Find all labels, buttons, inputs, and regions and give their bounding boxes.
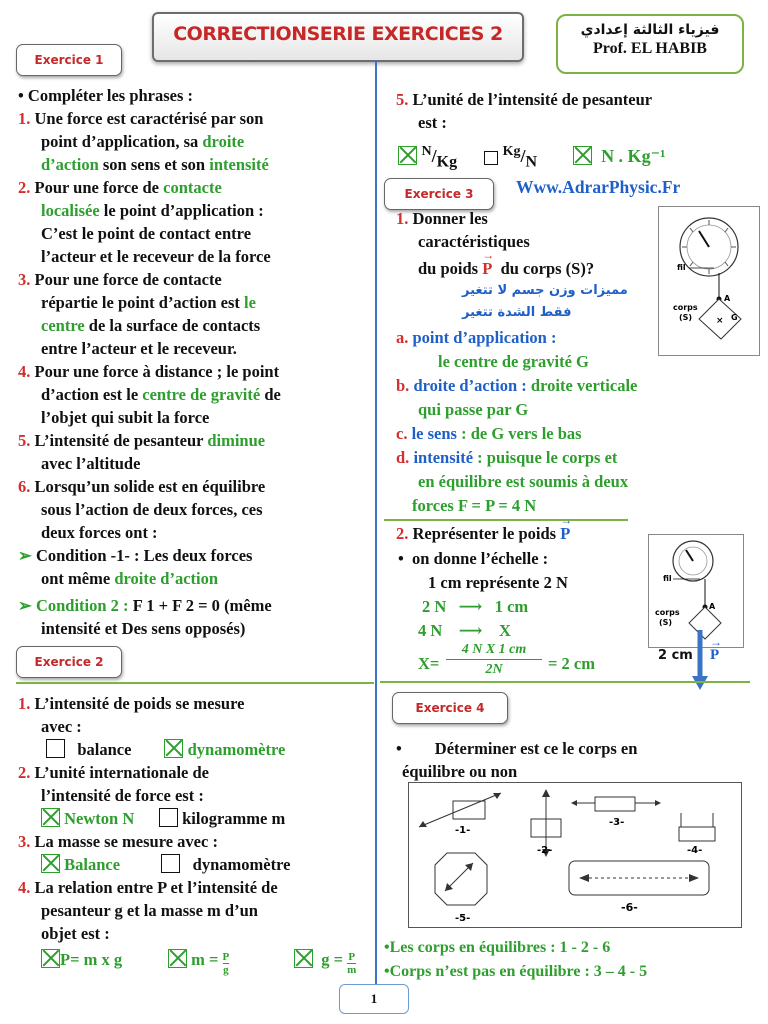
fig-label-g: G xyxy=(731,313,738,322)
text: La relation entre P et l’intensité de xyxy=(34,878,278,897)
ex1-q6-line3: deux forces ont : xyxy=(41,523,158,542)
label: droite d’action : xyxy=(413,376,527,395)
vector-p: → P xyxy=(560,522,570,545)
text: point d’application, sa xyxy=(41,132,199,151)
checkbox-dynamometre-masse[interactable] xyxy=(161,854,180,873)
body-label-3: -3- xyxy=(609,817,625,828)
checkbox-kilogramme[interactable] xyxy=(159,808,178,827)
ex4-answer-equilibrium: •Les corps en équilibres : 1 - 2 - 6 xyxy=(384,939,611,956)
page-title: CORRECTIONSERIE EXERCICES 2 xyxy=(173,23,503,45)
fraction-num: P xyxy=(348,951,356,963)
option-label: balance xyxy=(77,740,132,759)
option-label: dynamomètre xyxy=(192,855,291,874)
ex3-a-line2: le centre de gravité G xyxy=(438,352,589,371)
answer: Condition 2 : xyxy=(35,596,129,615)
fig-label-corps: corps xyxy=(673,303,698,312)
ex4-instruction-1: • Déterminer est ce le corps en xyxy=(396,739,638,758)
exercice-4-badge: Exercice 4 xyxy=(392,692,508,724)
text: Les corps en équilibres : 1 - 2 - 6 xyxy=(389,939,611,956)
fig-label-a: A xyxy=(724,294,731,303)
website-url[interactable]: Www.AdrarPhysic.Fr xyxy=(516,177,681,197)
ex3-q1-line2: caractéristiques xyxy=(418,232,530,251)
fraction-num: P xyxy=(222,951,230,963)
text: son sens et son xyxy=(102,155,206,174)
q5-options: $^N/_{Kg}$ $^{Kg}/_N$ N . Kg⁻¹ xyxy=(398,140,665,174)
svg-text:×: × xyxy=(716,316,724,326)
text: Une force est caractérisé par son xyxy=(34,109,264,128)
ex1-q3-line1: 3. Pour une force de contacte xyxy=(18,270,222,289)
ex3-x-fraction xyxy=(446,640,542,679)
ex1-q1-line3 xyxy=(41,153,269,176)
ex1-q4-line3: l’objet qui subit la force xyxy=(41,408,210,427)
checkbox-n-per-kg[interactable] xyxy=(398,146,417,165)
text: L’unité internationale de xyxy=(34,763,209,782)
ex1-q2-line3: C’est le point de contact entre xyxy=(41,224,252,243)
checkbox-formula-m[interactable] xyxy=(168,949,187,968)
unit-num: Kg xyxy=(502,144,521,159)
body-label-2: -2- xyxy=(537,845,553,856)
fraction-num: 4 N X 1 cm xyxy=(446,640,542,660)
ex3-d-line2: en équilibre est soumis à deux xyxy=(418,472,629,491)
text: du corps (S)? xyxy=(500,259,595,278)
bodies-figure xyxy=(408,782,742,928)
ex1-instruction: • Compléter les phrases : xyxy=(18,86,194,105)
ex2-q3-line1: 3. La masse se mesure avec : xyxy=(18,832,218,851)
text: (même xyxy=(224,596,272,615)
ex3-ratio-1: 2 N ⟶ 1 cm xyxy=(422,597,529,616)
fig-label-fil: fil xyxy=(677,263,686,272)
label: point d’application : xyxy=(412,328,557,347)
ex3-x-label: X= xyxy=(418,654,440,673)
formula-p: P= m x g xyxy=(60,950,123,969)
ex1-q1-line2 xyxy=(41,130,244,153)
body-label-5: -5- xyxy=(455,913,471,924)
answer: contacte xyxy=(163,178,222,197)
body-label-1: -1- xyxy=(455,825,471,836)
vector-equation: F 1 + F 2 = 0 xyxy=(132,596,220,615)
section-rule xyxy=(16,682,374,684)
ex3-scale-value: 1 cm représente 2 N xyxy=(428,573,568,592)
text: répartie le point d’action est xyxy=(41,293,240,312)
ex2-q4-line2: pesanteur g et la masse m d’un xyxy=(41,901,258,920)
ex2-q4-line1: 4. La relation entre P et l’intensité de xyxy=(18,878,278,897)
text: Pour une force de xyxy=(34,178,159,197)
ex3-d-line1: d. intensité : puisque le corps et xyxy=(396,448,618,467)
text: d’action est le xyxy=(41,385,139,404)
option-label: Balance xyxy=(64,855,121,874)
checkbox-formula-p[interactable] xyxy=(41,949,60,968)
arabic-note-2: فقط الشدة تتغير xyxy=(462,305,572,320)
text: Corps n’est pas en équilibre : 3 – 4 - 5 xyxy=(389,963,648,980)
text: le point d’application : xyxy=(103,201,264,220)
ex1-q6-line2: sous l’action de deux forces, ces xyxy=(41,500,263,519)
text: Pour une force à distance ; le point xyxy=(34,362,280,381)
ex3-b-line2: qui passe par G xyxy=(418,400,529,419)
ex4-instruction-2: équilibre ou non xyxy=(402,762,518,781)
ex3-q1-line1: 1. Donner les xyxy=(396,209,488,228)
ex3-q2-line: 2. Représenter le poids → P xyxy=(396,522,570,545)
text: X xyxy=(498,621,511,640)
text: on donne l’échelle : xyxy=(412,549,549,568)
formula-g-label: g = xyxy=(321,950,344,969)
text: Condition -1- : Les deux forces xyxy=(35,546,253,565)
ex2-q1-line2: avec : xyxy=(41,717,82,736)
text: ont même xyxy=(41,569,111,588)
option-label: dynamomètre xyxy=(187,740,286,759)
section-rule xyxy=(380,681,750,683)
ex3-c-line: c. le sens : de G vers le bas xyxy=(396,424,582,443)
ex1-cond2-line1: ➢ Condition 2 : F 1 + F 2 = 0 (même xyxy=(18,596,272,615)
ex2-q4-line3: objet est : xyxy=(41,924,110,943)
text: Pour une force de contacte xyxy=(34,270,222,289)
ex3-q1-line3 xyxy=(418,257,594,280)
checkbox-balance[interactable] xyxy=(46,739,65,758)
text: de la surface de contacts xyxy=(88,316,261,335)
text: 1 cm xyxy=(494,597,529,616)
column-divider xyxy=(375,60,377,988)
text: L’intensité de pesanteur xyxy=(34,431,204,450)
subject-arabic: فيزياء الثالثة إعدادي xyxy=(580,22,720,38)
checkbox-kg-per-n[interactable] xyxy=(484,151,498,165)
exercice-3-badge: Exercice 3 xyxy=(384,178,494,210)
unit-den: N xyxy=(525,153,538,171)
body-label-4: -4- xyxy=(687,845,703,856)
ex1-q2-line1: 2. Pour une force de contacte xyxy=(18,178,222,197)
ex1-cond1-line1: ➢ Condition -1- : Les deux forces xyxy=(18,546,253,565)
fraction-den: g xyxy=(223,964,229,976)
fig-label-fil: fil xyxy=(663,574,672,583)
ex1-q3-line3 xyxy=(41,314,260,337)
answer: localisée xyxy=(41,201,100,220)
weight-scale-label: 2 cm xyxy=(658,648,693,663)
ex3-a-line1: a. point d’application : xyxy=(396,328,557,347)
answer: : de G vers le bas xyxy=(461,424,582,443)
text: Donner les xyxy=(412,209,488,228)
answer: intensité xyxy=(209,155,269,174)
fraction-den: m xyxy=(347,964,357,976)
ex1-q6-line1: 6. Lorsqu’un solide est en équilibre xyxy=(18,477,266,496)
unit-answer: N . Kg⁻¹ xyxy=(601,146,666,166)
text: L’unité de l’intensité de pesanteur xyxy=(412,90,653,109)
option-label: kilogramme m xyxy=(182,809,286,828)
answer: diminue xyxy=(207,431,266,450)
ex3-x-result: = 2 cm xyxy=(548,654,595,673)
ex1-instruction-text: Compléter les phrases : xyxy=(27,86,194,105)
ex1-q2-line2 xyxy=(41,199,264,222)
ex2-q2-options xyxy=(41,807,285,830)
arabic-note-1: مميزات وزن جسم لا تتغير xyxy=(462,283,628,298)
answer: centre de gravité xyxy=(142,385,261,404)
ex1-q5-line2: avec l’altitude xyxy=(41,454,141,473)
ex3-scale-line: • on donne l’échelle : xyxy=(398,549,549,568)
ex3-b-line1: b. droite d’action : droite verticale xyxy=(396,376,638,395)
fig-label-s: (S) xyxy=(659,618,673,627)
ex1-q4-line1: 4. Pour une force à distance ; le point xyxy=(18,362,280,381)
q5-line2: est : xyxy=(418,113,447,132)
fig-label-corps: corps xyxy=(655,608,680,617)
ex2-q1-line1: 1. L’intensité de poids se mesure xyxy=(18,694,245,713)
ex4-answer-non-equilibrium: •Corps n’est pas en équilibre : 3 – 4 - 5 xyxy=(384,963,648,980)
unit-den: Kg xyxy=(436,153,458,171)
dynamometer-drawing xyxy=(659,207,759,355)
checkbox-dynamometre[interactable] xyxy=(164,739,183,758)
label: intensité xyxy=(413,448,474,467)
exercice-1-badge: Exercice 1 xyxy=(16,44,122,76)
bodies-drawing xyxy=(409,783,741,927)
ex1-q5-line1: 5. L’intensité de pesanteur diminue xyxy=(18,431,266,450)
answer: : puisque le corps et xyxy=(477,448,618,467)
section-rule xyxy=(384,519,628,521)
text: de xyxy=(264,385,281,404)
answer: d’action xyxy=(41,155,99,174)
text: 2 N xyxy=(422,597,447,616)
checkbox-newton[interactable] xyxy=(41,808,60,827)
answer: centre xyxy=(41,316,85,335)
answer: droite xyxy=(202,132,245,151)
ex2-q1-options xyxy=(46,738,285,761)
text: La masse se mesure avec : xyxy=(34,832,218,851)
ex2-q3-options xyxy=(41,853,290,876)
page-number: 1 xyxy=(339,984,409,1014)
text: 4 N xyxy=(418,621,443,640)
ex2-q4-formulas xyxy=(41,948,122,971)
answer: droite d’action xyxy=(114,569,219,588)
ex3-ratio-2: 4 N ⟶ X xyxy=(418,621,511,640)
body-label-6: -6- xyxy=(621,901,638,914)
formula-m-label: m = xyxy=(191,950,219,969)
ex1-q3-line4: entre l’acteur et le receveur. xyxy=(41,339,237,358)
checkbox-formula-g[interactable] xyxy=(294,949,313,968)
ex2-q2-line1: 2. L’unité internationale de xyxy=(18,763,209,782)
fig-label-a: A xyxy=(709,602,716,611)
dynamometer-figure xyxy=(658,206,760,356)
title-banner xyxy=(152,12,524,62)
label: le sens xyxy=(411,424,457,443)
ex2-formula-m xyxy=(168,948,229,976)
ex1-q4-line2 xyxy=(41,383,281,406)
ex2-q2-line2: l’intensité de force est : xyxy=(41,786,204,805)
ex1-cond1-line2 xyxy=(41,567,218,590)
text: Déterminer est ce le corps en xyxy=(434,739,638,758)
author-box xyxy=(556,14,744,74)
ex3-d-line3: forces F = P = 4 N xyxy=(412,496,537,515)
ex1-cond2-line2: intensité et Des sens opposés) xyxy=(41,619,246,638)
vector-p: → P xyxy=(482,257,492,280)
checkbox-n-kg-1[interactable] xyxy=(573,146,592,165)
text: Lorsqu’un solide est en équilibre xyxy=(34,477,266,496)
q5-line1: 5. L’unité de l’intensité de pesanteur xyxy=(396,90,653,109)
weight-vector-label: → P xyxy=(710,644,719,667)
exercice-2-badge: Exercice 2 xyxy=(16,646,122,678)
checkbox-balance-masse[interactable] xyxy=(41,854,60,873)
ex2-formula-g xyxy=(294,948,356,976)
text: Représenter le poids xyxy=(412,524,557,543)
text: L’intensité de poids se mesure xyxy=(34,694,245,713)
fraction-den: 2N xyxy=(485,662,503,677)
answer: le xyxy=(244,293,256,312)
fig-label-s: (S) xyxy=(679,313,693,322)
ex1-q3-line2 xyxy=(41,291,256,314)
option-label: Newton N xyxy=(64,809,135,828)
unit-num: N xyxy=(421,144,432,159)
author-name: Prof. EL HABIB xyxy=(593,40,707,57)
text: du poids xyxy=(418,259,479,278)
ex1-q2-line4: l’acteur et le receveur de la force xyxy=(41,247,271,266)
ex1-q1-line1: 1. Une force est caractérisé par son xyxy=(18,109,264,128)
answer: droite verticale xyxy=(530,376,638,395)
